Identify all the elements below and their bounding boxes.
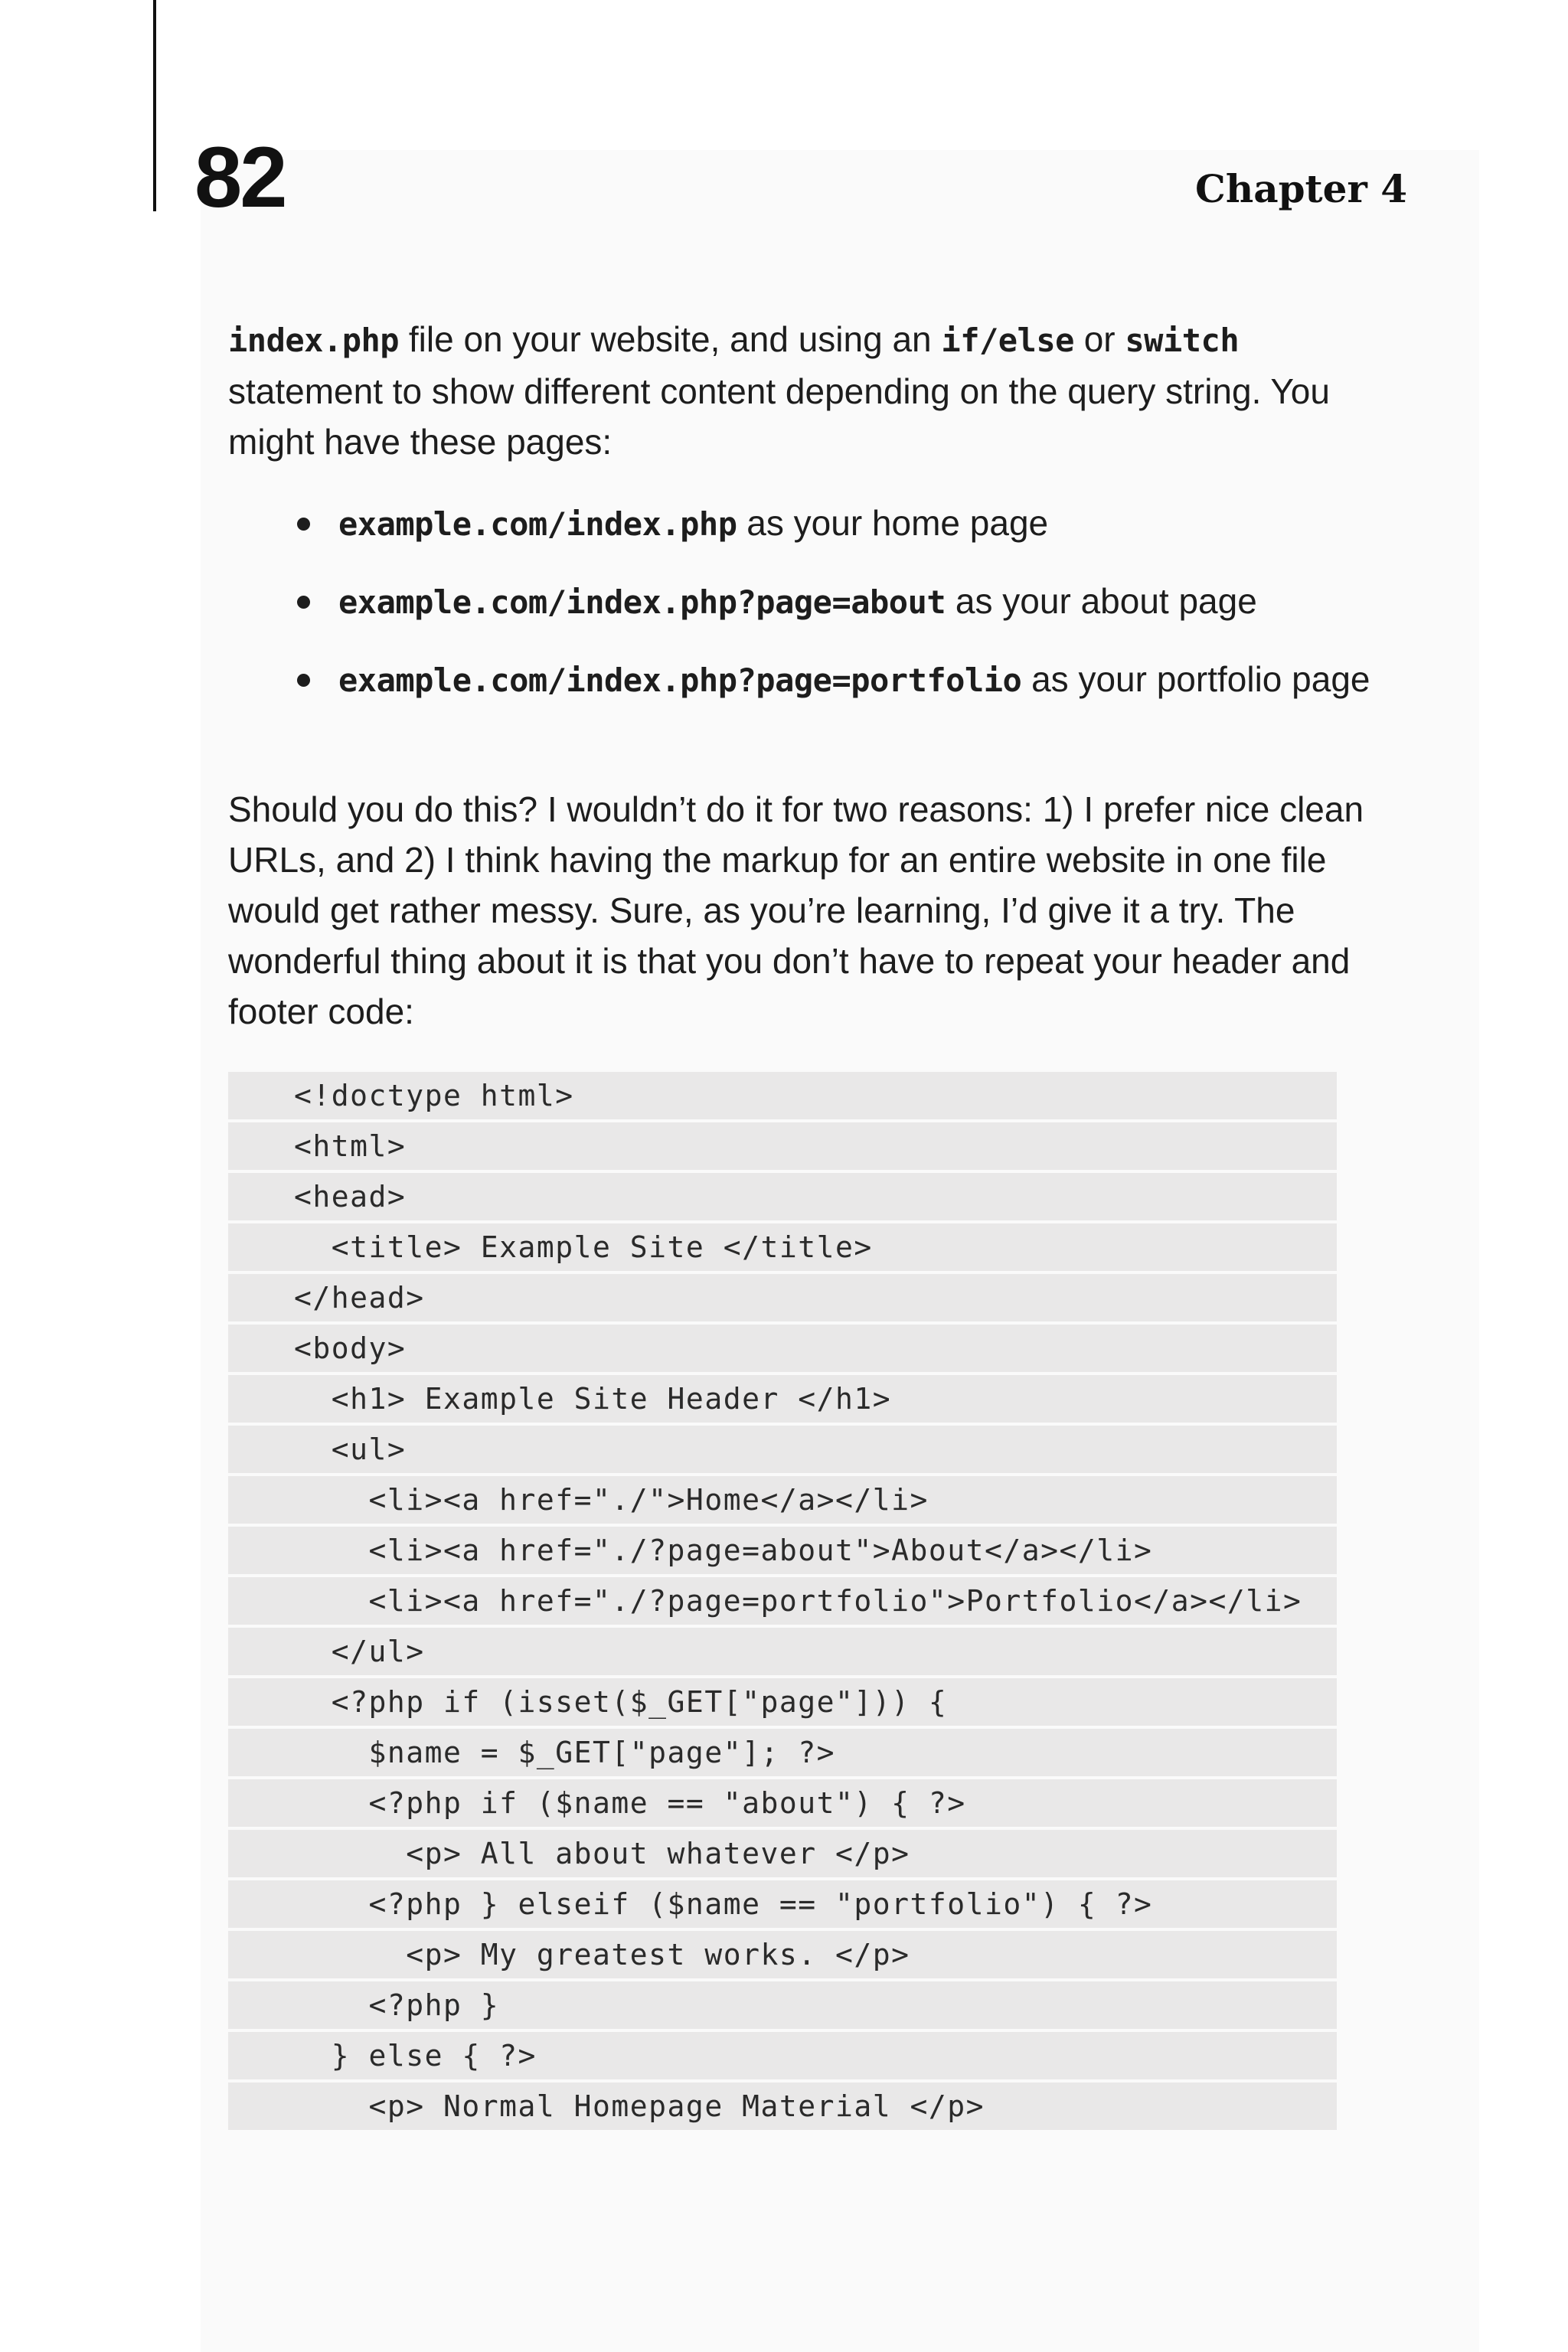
intro-text: file on your website, and using an — [399, 319, 942, 359]
code-line: <?php } — [228, 1981, 1337, 2029]
code-line: $name = $_GET["page"]; ?> — [228, 1729, 1337, 1776]
intro-text: or — [1073, 319, 1125, 359]
code-line: <h1> Example Site Header </h1> — [228, 1375, 1337, 1423]
code-line: <?php if ($name == "about") { ?> — [228, 1779, 1337, 1827]
code-line: <!doctype html> — [228, 1072, 1337, 1119]
code-line: <li><a href="./">Home</a></li> — [228, 1476, 1337, 1524]
inline-code: switch — [1125, 322, 1240, 359]
list-item — [228, 498, 1377, 550]
inline-code: if/else — [941, 322, 1074, 359]
bullet-icon — [297, 518, 310, 531]
code-line: </ul> — [228, 1628, 1337, 1675]
code-line: <html> — [228, 1122, 1337, 1170]
url-code: example.com/index.php?page=about — [338, 583, 946, 621]
code-line: </head> — [228, 1274, 1337, 1321]
inline-code: index.php — [228, 322, 400, 359]
list-item-text: as your portfolio page — [1021, 659, 1370, 699]
code-line: } else { ?> — [228, 2032, 1337, 2079]
code-line: <li><a href="./?page=portfolio">Portfolio</a></li> — [228, 1577, 1337, 1625]
code-listing — [228, 1072, 1337, 2133]
bullet-icon — [297, 596, 310, 609]
list-item-text: as your about page — [946, 581, 1257, 621]
chapter-label: Chapter 4 — [1195, 166, 1407, 211]
body-paragraph: Should you do this? I wouldn’t do it for two reasons: 1) I prefer nice clean URLs, and 2) I think having the markup for an entire website in one file would get rather messy. Sure, as you’re learning, I’d give it a try. The wonderful thing about it is that you don’t have to repeat your header and footer code: — [228, 789, 1364, 1031]
list-item — [228, 576, 1377, 628]
list-item — [228, 654, 1377, 706]
intro-text: statement to show different content depending on the query string. You might have these pages: — [228, 371, 1330, 462]
code-line: <?php } elseif ($name == "portfolio") { ?> — [228, 1880, 1337, 1928]
code-line: <li><a href="./?page=about">About</a></li> — [228, 1527, 1337, 1574]
code-line: <ul> — [228, 1426, 1337, 1473]
code-line: <p> Normal Homepage Material </p> — [228, 2082, 1337, 2130]
code-line: <head> — [228, 1173, 1337, 1220]
page-margin-rule — [153, 0, 156, 211]
code-line: <body> — [228, 1325, 1337, 1372]
code-line: <?php if (isset($_GET["page"])) { — [228, 1678, 1337, 1726]
bullet-icon — [297, 674, 310, 687]
url-code: example.com/index.php — [338, 505, 737, 543]
intro-paragraph — [228, 314, 1369, 467]
url-code: example.com/index.php?page=portfolio — [338, 662, 1022, 699]
page-number: 82 — [194, 129, 286, 225]
code-line: <p> My greatest works. </p> — [228, 1931, 1337, 1978]
list-item-text: as your home page — [737, 503, 1049, 543]
code-line: <p> All about whatever </p> — [228, 1830, 1337, 1877]
code-line: <title> Example Site </title> — [228, 1223, 1337, 1271]
page-url-list — [228, 498, 1377, 732]
